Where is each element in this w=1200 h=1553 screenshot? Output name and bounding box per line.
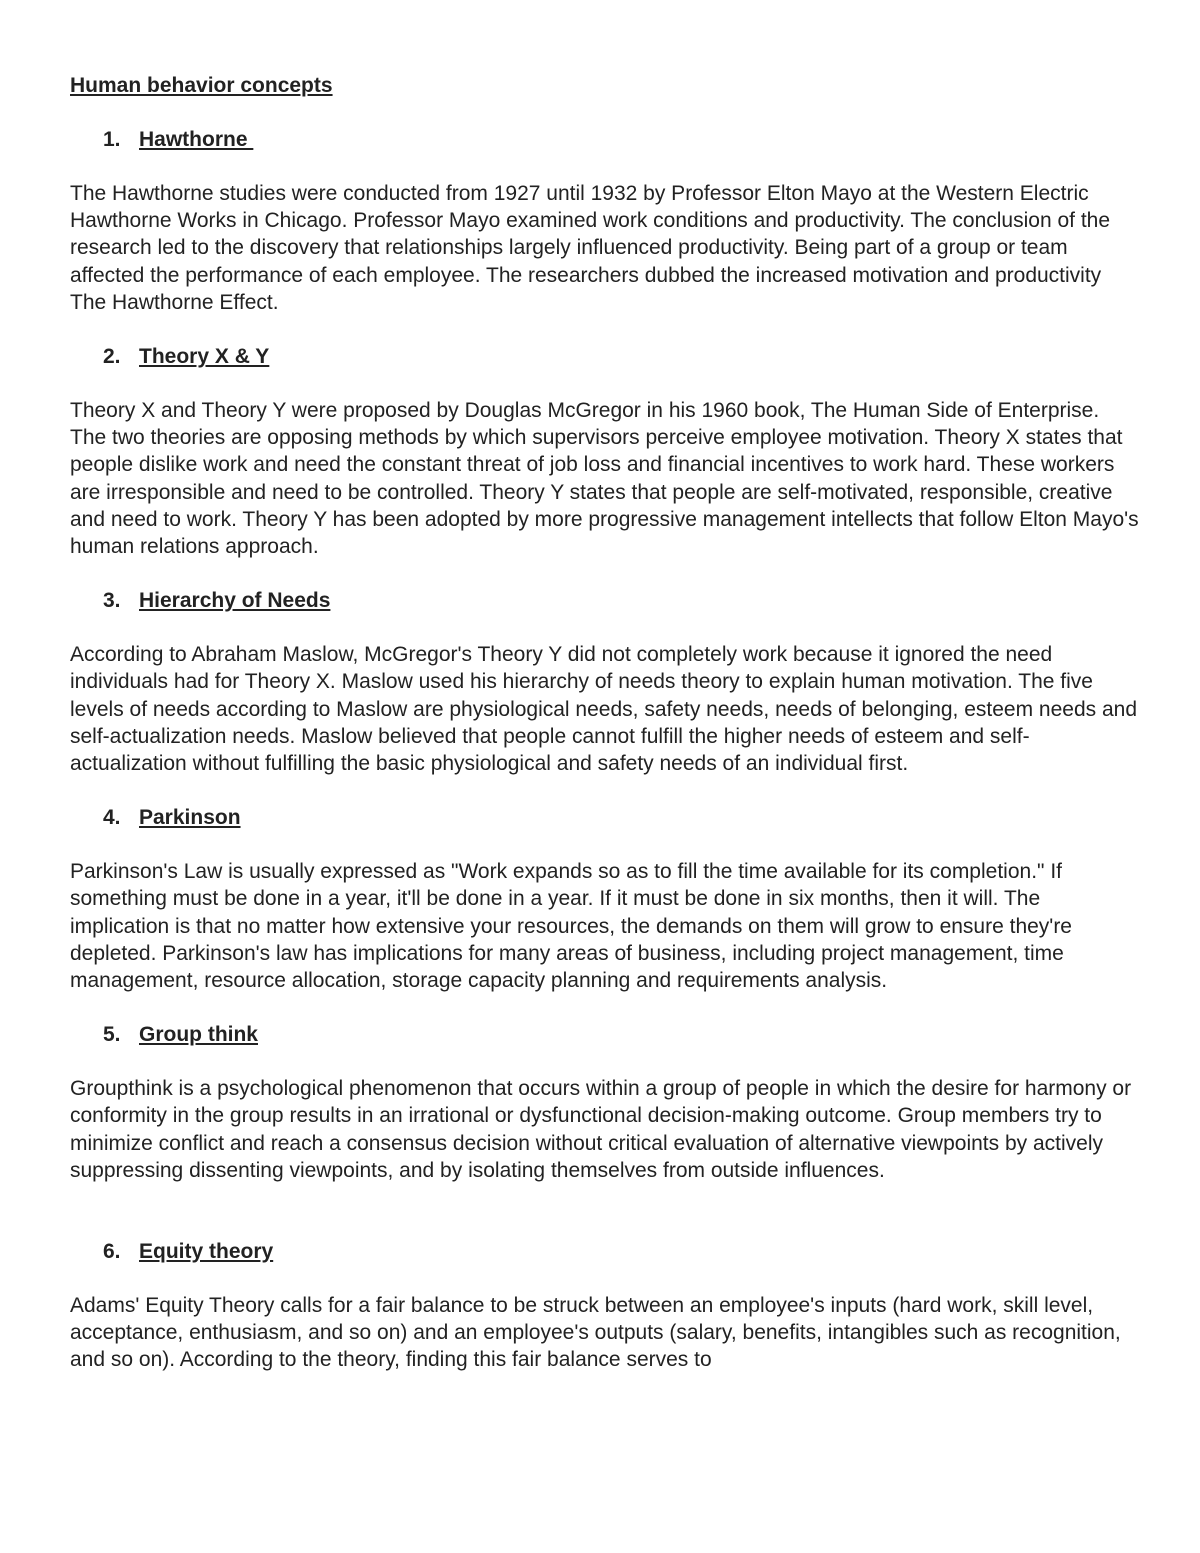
section-number: 6.: [103, 1240, 121, 1264]
document-page: [70, 72, 1140, 1401]
section-group-think: [70, 1021, 1140, 1184]
section-title: Hawthorne: [139, 128, 254, 151]
section-heading: [70, 804, 1140, 831]
section-heading: [70, 1238, 1140, 1265]
section-heading: [70, 343, 1140, 370]
section-number: 4.: [103, 806, 121, 830]
section-parkinson: [70, 804, 1140, 994]
section-body: Theory X and Theory Y were proposed by Douglas McGregor in his 1960 book, The Human Side of Enterprise. The two theories are opposing methods by which supervisors perceive employee motivation. Theory X states that people dislike work and need the constant threat of job loss and financial incentives to work hard. These workers are irresponsible and need to be controlled. Theory Y states that people are self-motivated, responsible, creative and need to work. Theory Y has been adopted by more progressive management intellects that follow Elton Mayo's human relations approach.: [70, 399, 1139, 559]
section-heading: [70, 587, 1140, 614]
section-title: Parkinson: [139, 806, 241, 830]
section-heading: [70, 126, 1140, 153]
section-body: The Hawthorne studies were conducted from 1927 until 1932 by Professor Elton Mayo at the Western Electric Hawthorne Works in Chicago. Professor Mayo examined work conditions and productivity. The conclusion of the research led to the discovery that relationships largely influenced productivity. Being part of a group or team affected the performance of each employee. The researchers dubbed the increased motivation and productivity The Hawthorne Effect.: [70, 182, 1111, 314]
section-title: Theory X & Y: [139, 345, 270, 369]
section-title: Equity theory: [139, 1240, 274, 1264]
section-body: Parkinson's Law is usually expressed as "Work expands so as to fill the time available for its completion." If something must be done in a year, it'll be done in a year. If it must be done in six months, then it will. The implication is that no matter how extensive your resources, the demands on them will grow to ensure they're depleted. Parkinson's law has implications for many areas of business, including project management, time management, resource allocation, storage capacity planning and requirements analysis.: [70, 860, 1072, 993]
section-title: Hierarchy of Needs: [139, 589, 331, 613]
section-body: Adams' Equity Theory calls for a fair balance to be struck between an employee's inputs (hard work, skill level, acceptance, enthusiasm, and so on) and an employee's outputs (salary, benefits, intangibles such as recognition, and so on). According to the theory, finding this fair balance serves to: [70, 1294, 1121, 1372]
section-hawthorne: [70, 126, 1140, 316]
section-number: 5.: [103, 1023, 121, 1047]
section-heading: [70, 1021, 1140, 1048]
section-equity-theory: [70, 1238, 1140, 1374]
section-theory-x-y: [70, 343, 1140, 560]
document-title: Human behavior concepts: [70, 74, 333, 97]
section-body: According to Abraham Maslow, McGregor's Theory Y did not completely work because it ignored the need individuals had for Theory X. Maslow used his hierarchy of needs theory to explain human motivation. The five levels of needs according to Maslow are physiological needs, safety needs, needs of belonging, esteem needs and self-actualization needs. Maslow believed that people cannot fulfill the higher needs of esteem and self-actualization without fulfilling the basic physiological and safety needs of an individual first.: [70, 643, 1138, 776]
section-number: 3.: [103, 589, 121, 613]
section-body: Groupthink is a psychological phenomenon that occurs within a group of people in which the desire for harmony or conformity in the group results in an irrational or dysfunctional decision-making outcome. Group members try to minimize conflict and reach a consensus decision without critical evaluation of alternative viewpoints by actively suppressing dissenting viewpoints, and by isolating themselves from outside influences.: [70, 1077, 1132, 1182]
section-hierarchy-of-needs: [70, 587, 1140, 777]
section-number: 1.: [103, 128, 121, 151]
section-title: Group think: [139, 1023, 258, 1047]
section-number: 2.: [103, 345, 121, 369]
